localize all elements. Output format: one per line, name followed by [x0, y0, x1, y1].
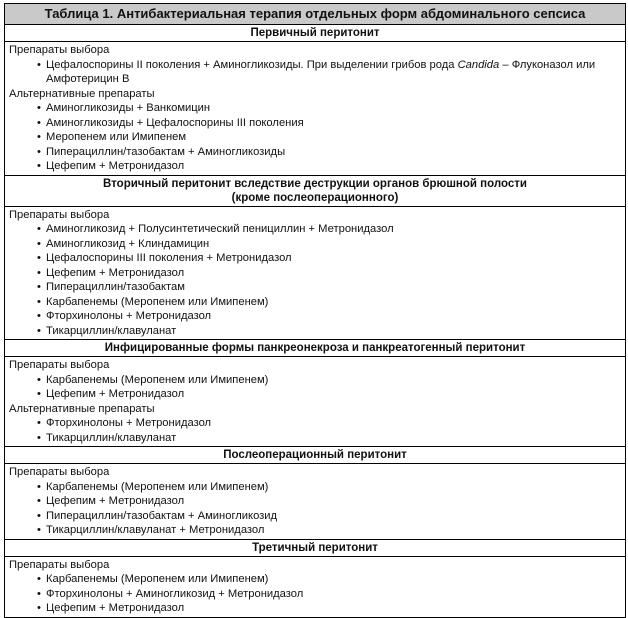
list-item: [5, 523, 625, 538]
list-item: [5, 130, 625, 145]
bullet: •: [37, 116, 41, 129]
list-item: [5, 58, 625, 87]
section-header-primary: Первичный перитонит: [5, 25, 625, 42]
list-item: [5, 309, 625, 324]
list-item-text: Карбапенемы (Меропенем или Имипенем): [46, 480, 269, 493]
group-label: Альтернативные препараты: [9, 87, 155, 100]
list-item: [5, 572, 625, 587]
list-item-text: Тикарциллин/клавуланат: [46, 431, 177, 444]
list-item-text: Аминогликозид + Полусинтетический пенициллин + Метронидазол: [46, 223, 394, 235]
list-item: [5, 237, 625, 252]
list-item-text: Фторхинолоны + Метронидазол: [46, 310, 212, 322]
list-item-text: Карбапенемы (Меропенем или Имипенем): [46, 295, 269, 308]
group-label: Альтернативные препараты: [9, 402, 155, 415]
bullet: •: [37, 281, 41, 293]
group-label: Препараты выбора: [9, 44, 110, 56]
bullet: •: [37, 524, 41, 536]
bullet: •: [37, 266, 41, 279]
list-item-text: Меропенем или Имипенем: [46, 131, 187, 143]
group-label: Препараты выбора: [9, 558, 110, 571]
list-item-text: Цефепим + Метронидазол: [46, 266, 185, 279]
list-item-text: Фторхинолоны + Аминогликозид + Метронидазол: [46, 587, 304, 600]
list-item-text: Карбапенемы (Меропенем или Имипенем): [46, 373, 269, 386]
bullet: •: [37, 145, 41, 158]
section-body-primary: [5, 42, 625, 176]
group-label: Препараты выбора: [9, 359, 110, 371]
list-item: [5, 601, 625, 616]
list-item: [5, 324, 625, 339]
list-item: [5, 509, 625, 524]
group-label: Препараты выбора: [9, 208, 110, 221]
list-item-text: Аминогликозиды + Цефалоспорины III поколения: [46, 116, 304, 129]
list-item-text: Аминогликозиды + Ванкомицин: [46, 102, 211, 114]
list-item: [5, 222, 625, 237]
list-item-text: Цефепим + Метронидазол: [46, 495, 185, 507]
list-item-text: Пиперациллин/тазобактам + Аминогликозиды: [46, 145, 286, 158]
list-item: [5, 101, 625, 116]
bullet: •: [37, 573, 41, 585]
bullet: •: [37, 495, 41, 507]
list-item-text: Пиперациллин/тазобактам + Аминогликозид: [46, 509, 278, 522]
bullet: •: [37, 252, 41, 264]
bullet: •: [37, 602, 41, 614]
list-item-text: Тикарциллин/клавуланат: [46, 324, 177, 337]
section-body-postoperative: [5, 464, 625, 540]
list-item: [5, 416, 625, 431]
list-item: [5, 251, 625, 266]
therapy-table: [4, 3, 626, 618]
bullet: •: [37, 417, 41, 429]
list-item: [5, 159, 625, 174]
section-header-line2: (кроме послеоперационного): [231, 191, 399, 204]
list-item-text: Цефалоспорины II поколения + Аминогликозиды. При выделении грибов рода: [46, 58, 455, 71]
list-item: [5, 373, 625, 388]
bullet: •: [37, 102, 41, 114]
section-header-pancreatic: Инфицированные формы панкреонекроза и панкреатогенный перитонит: [5, 340, 625, 357]
list-item-text: Цефепим + Метронидазол: [46, 388, 185, 400]
list-item-text: Аминогликозид + Клиндамицин: [46, 237, 210, 250]
list-item: [5, 494, 625, 509]
list-item: [5, 431, 625, 446]
list-item-text: Карбапенемы (Меропенем или Имипенем): [46, 573, 269, 585]
bullet: •: [37, 237, 41, 250]
bullet: •: [37, 324, 41, 337]
bullet: •: [37, 388, 41, 400]
list-item-text: Цефепим + Метронидазол: [46, 602, 185, 614]
list-item: [5, 587, 625, 602]
bullet: •: [37, 295, 41, 308]
bullet: •: [37, 223, 41, 235]
section-header-tertiary: Третичный перитонит: [5, 540, 625, 557]
section-body-tertiary: [5, 557, 625, 617]
section-header-postoperative: Послеоперационный перитонит: [5, 447, 625, 464]
bullet: •: [37, 131, 41, 143]
bullet: •: [37, 587, 41, 600]
section-body-secondary: [5, 207, 625, 341]
list-item-italic: Candida: [457, 58, 500, 71]
bullet: •: [37, 310, 41, 322]
bullet: •: [37, 480, 41, 493]
list-item-text: Цефепим + Метронидазол: [46, 160, 185, 172]
bullet: •: [37, 373, 41, 386]
section-body-pancreatic: [5, 357, 625, 447]
list-item-text: Фторхинолоны + Метронидазол: [46, 417, 212, 429]
list-item-text-cont: – Флуконазол или Амфотерицин В: [46, 58, 596, 85]
section-header-secondary: [5, 176, 625, 207]
bullet: •: [37, 58, 41, 71]
bullet: •: [37, 431, 41, 444]
list-item: [5, 295, 625, 310]
list-item-text: Тикарциллин/клавуланат + Метронидазол: [46, 524, 265, 536]
list-item: [5, 145, 625, 160]
group-label: Препараты выбора: [9, 466, 110, 478]
list-item: [5, 280, 625, 295]
table-title: Таблица 1. Антибактериальная терапия отдельных форм абдоминального сепсиса: [5, 4, 625, 25]
list-item-text: Цефалоспорины III поколения + Метронидазол: [46, 252, 292, 264]
list-item: [5, 480, 625, 495]
section-header-line1: Вторичный перитонит вследствие деструкции органов брюшной полости: [103, 177, 527, 190]
bullet: •: [37, 160, 41, 172]
list-item: [5, 116, 625, 131]
list-item-text: Пиперациллин/тазобактам: [46, 281, 185, 293]
list-item: [5, 387, 625, 402]
list-item: [5, 266, 625, 281]
bullet: •: [37, 509, 41, 522]
